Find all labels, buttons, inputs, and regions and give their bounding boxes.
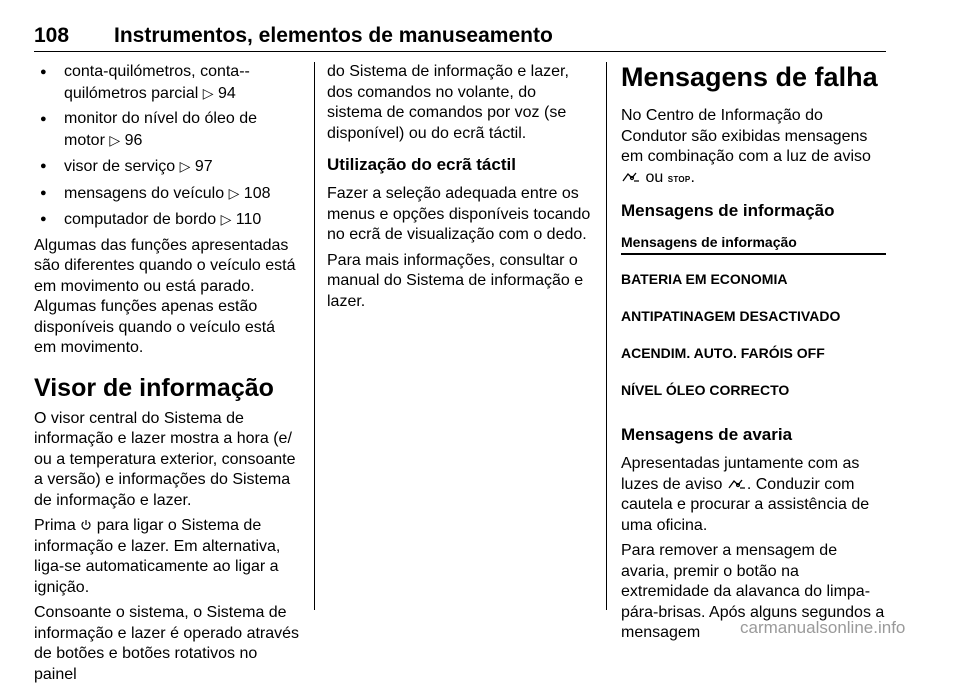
table-header: Mensagens de informação (621, 232, 886, 255)
message-item: ACENDIM. AUTO. FARÓIS OFF (621, 345, 825, 361)
section-heading: Visor de informação (34, 373, 274, 402)
paragraph: Consoante o sistema, o Sistema de informação e lazer é operado através de botões e botões rotativos no painel (34, 604, 300, 683)
paragraph: Algumas das funções apresentadas são diferentes quando o veículo está em movimento ou está parado. Algumas funções apenas estão disponíveis quando o veículo está em movimento. (34, 236, 296, 356)
page-ref-icon: ▷ (220, 211, 232, 227)
section-heading: Mensagens de falha (621, 62, 878, 92)
power-icon (80, 519, 92, 531)
list-item: ● computador de bordo ▷ 110 (34, 209, 300, 231)
section-subheading: Mensagens de informação (621, 201, 835, 220)
column-divider (606, 62, 607, 610)
section-subheading: Mensagens de avaria (621, 425, 793, 444)
message-item: BATERIA EM ECONOMIA (621, 271, 788, 287)
list-item: ● mensagens do veículo ▷ 108 (34, 183, 300, 205)
watermark: carmanualsonline.info (740, 618, 906, 637)
page-header (34, 22, 886, 52)
list-item: ● monitor do nível do óleo de motor ▷ 96 (34, 109, 300, 151)
paragraph: Fazer a seleção adequada entre os menus e opções disponíveis tocando no ecrã de visualização com o dedo. (327, 185, 591, 243)
page-number: 108 (34, 24, 70, 47)
column-2 (327, 62, 593, 317)
paragraph: Para remover a mensagem de avaria, premir o botão na extremidade da alavanca do limpa-pára-brisas. Após alguns segundos a mensagem (621, 542, 885, 641)
message-item: ANTIPATINAGEM DESACTIVADO (621, 308, 841, 324)
page-ref-icon: ▷ (228, 184, 240, 201)
message-item: NÍVEL ÓLEO CORRECTO (621, 382, 790, 398)
feature-list (34, 62, 300, 231)
column-divider (314, 62, 315, 610)
paragraph: Apresentadas juntamente com as luzes de aviso . Conduzir com cautela e procurar a assistência de uma oficina. (621, 455, 870, 534)
list-item: ● conta-quilómetros, conta--quilómetros parcial ▷ 94 (34, 62, 300, 104)
stop-warning-icon: STOP (667, 174, 691, 184)
list-item: ● visor de serviço ▷ 97 (34, 156, 300, 178)
page-ref-icon: ▷ (109, 131, 121, 148)
column-1 (34, 62, 300, 690)
paragraph: do Sistema de informação e lazer, dos comandos no volante, do sistema de comandos por voz (se disponível) ou do ecrã táctil. (327, 63, 569, 142)
section-heading: Utilização do ecrã táctil (327, 155, 516, 174)
column-3 (621, 62, 886, 649)
paragraph: O visor central do Sistema de informação e lazer mostra a hora (e/ ou a temperatura exterior, consoante a versão) e informações do Sistema de informação e lazer. (34, 409, 296, 509)
paragraph: No Centro de Informação do Condutor são exibidas mensagens em combinação com a luz de aviso ou STOP. (621, 107, 871, 186)
paragraph: Prima para ligar o Sistema de informação e lazer. Em alternativa, liga-se automaticamente ao ligar a ignição. (34, 517, 281, 596)
page-ref-icon: ▷ (179, 158, 191, 174)
service-warning-icon (621, 171, 641, 184)
service-warning-icon (727, 478, 747, 491)
page-ref-icon: ▷ (202, 84, 214, 101)
paragraph: Para mais informações, consultar o manual do Sistema de informação e lazer. (327, 251, 584, 310)
page-title: Instrumentos, elementos de manuseamento (114, 24, 553, 47)
